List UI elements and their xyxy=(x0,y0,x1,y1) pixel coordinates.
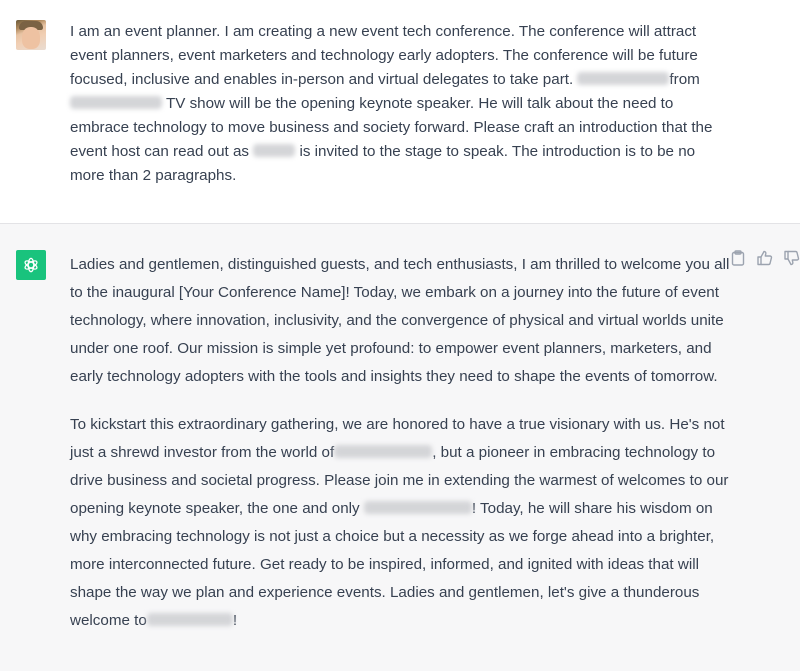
clipboard-icon[interactable] xyxy=(730,250,746,266)
user-avatar xyxy=(16,20,46,50)
assistant-paragraph xyxy=(70,411,730,635)
message-text-segment: Ladies and gentlemen, distinguished guests, and tech enthusiasts, I am thrilled to welcome you all to the inaugural [Your Conference Name]! Today, we embark on a journey into the future of event technology, where innovation, inclusivity, and the convergence of physical and virtual worlds unite under one roof. Our mission is simple yet profound: to empower event planners, marketers, and early technology adopters with the tools and insights they need to shape the events of tomorrow. xyxy=(70,256,730,385)
redacted-text xyxy=(70,96,162,109)
message-text-segment: , but a pioneer in embracing technology to drive business and societal progress. Please join me in extending the warmest of welcomes to our opening keynote speaker, the one and only xyxy=(70,444,729,517)
message-text-segment: from xyxy=(669,71,700,88)
message-text-segment: ! xyxy=(232,612,238,629)
message-text-segment: ! Today, he will share his wisdom on why embracing technology is not just a choice but a necessity as we forge ahead into a brighter, more interconnected future. Get ready to be inspired, informed, and ignited with ideas that will shape the way we plan and experience events. Ladies and gentlemen, let's give a thunderous welcome to xyxy=(70,500,715,629)
message-text-segment: is invited to the stage to speak. The introduction is to be no more than 2 paragraphs. xyxy=(70,143,696,184)
redacted-text xyxy=(577,72,669,85)
redacted-text xyxy=(364,501,472,514)
thumbs-down-icon[interactable] xyxy=(784,250,800,266)
avatar-face xyxy=(22,27,40,49)
thumbs-up-icon[interactable] xyxy=(757,250,773,266)
message-text-segment: To kickstart this extraordinary gathering, we are honored to have a true visionary with us. He's not just a shrewd investor from the world of xyxy=(70,416,725,461)
user-message-text xyxy=(70,20,730,188)
assistant-message-text xyxy=(70,251,730,655)
chatgpt-logo-icon xyxy=(16,250,46,280)
redacted-text xyxy=(147,613,233,626)
assistant-message xyxy=(0,224,800,671)
redacted-text xyxy=(334,445,432,458)
message-actions xyxy=(730,250,800,266)
redacted-text xyxy=(253,144,295,157)
assistant-paragraph xyxy=(70,251,730,391)
message-text-segment: I am an event planner. I am creating a new event tech conference. The conference will attract event planners, event marketers and technology early adopters. The conference will be future focused, inclusive and enables in-person and virtual delegates to take part. xyxy=(70,23,698,88)
message-text-segment: TV show will be the opening keynote speaker. He will talk about the need to embrace technology to move business and society forward. Please craft an introduction that the event host can read out as xyxy=(70,95,713,160)
user-message xyxy=(0,0,800,224)
